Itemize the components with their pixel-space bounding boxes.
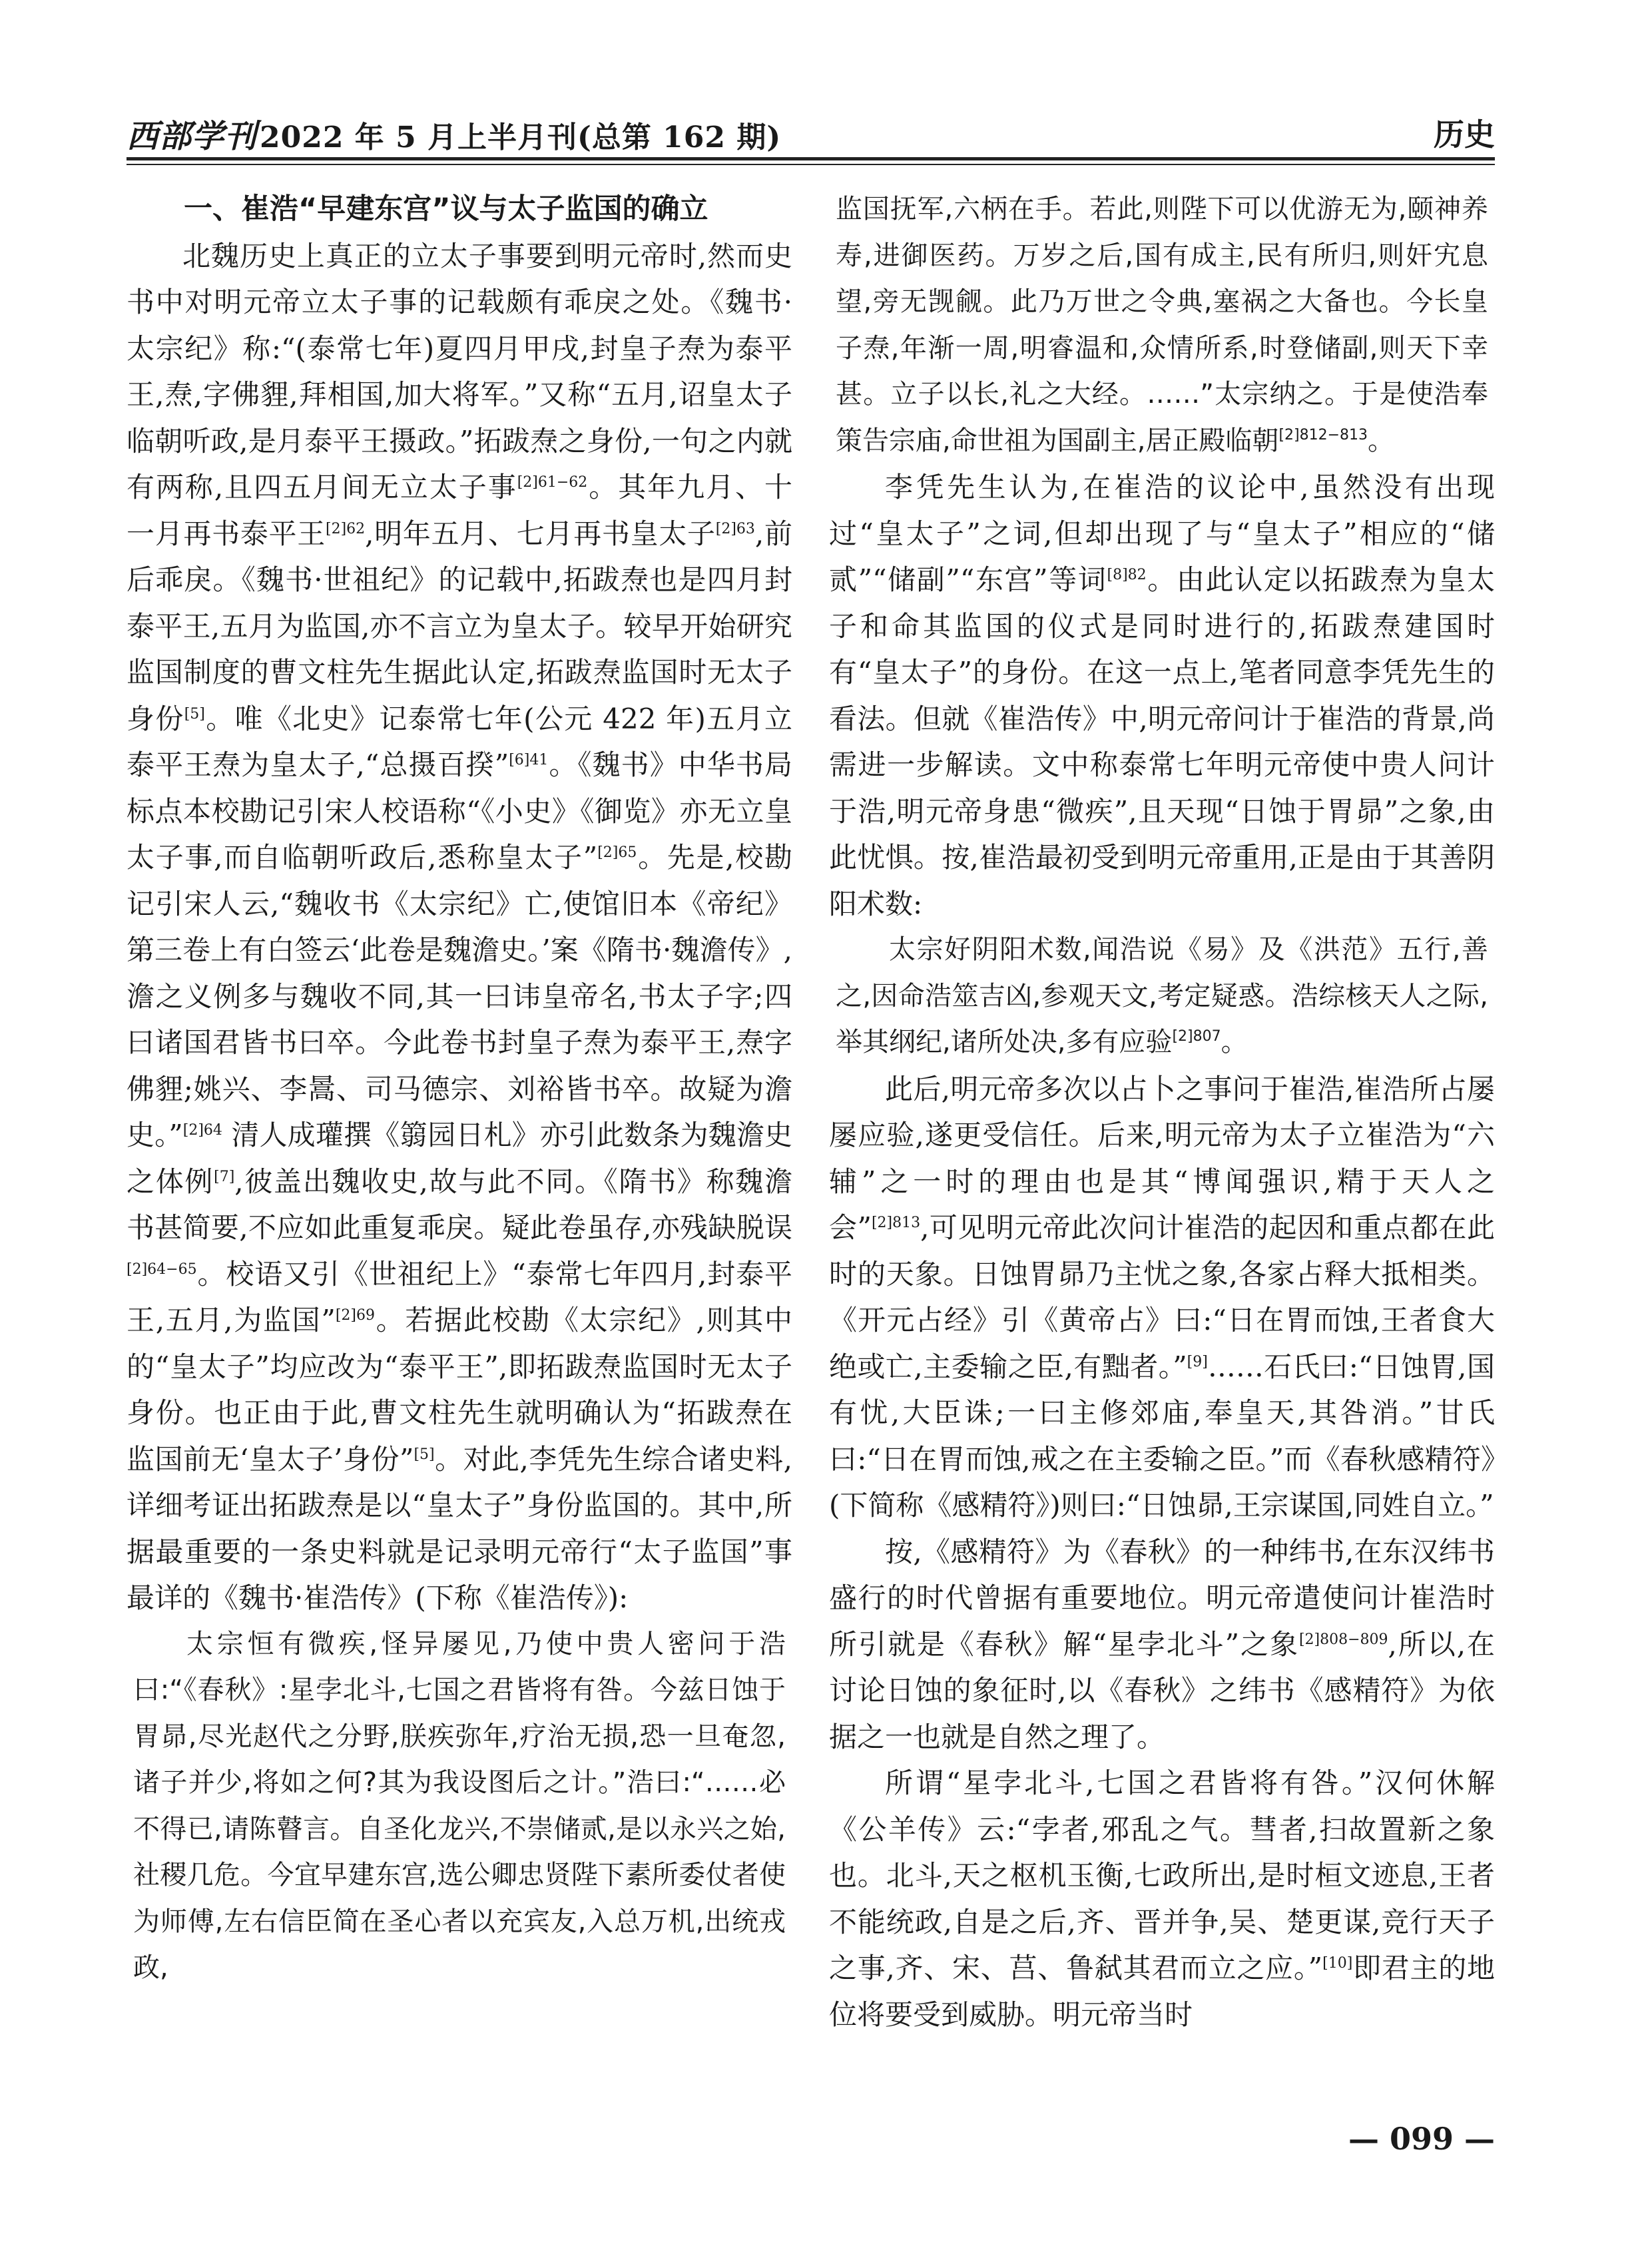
section-label: 历史	[1434, 117, 1495, 152]
citation: [7]	[214, 1168, 235, 1185]
paragraph: 所谓“星孛北斗,七国之君皆将有咎。”汉何休解《公羊传》云:“孛者,邪乱之气。彗者,扫故置新之象也。北斗,天之枢机玉衡,七政所出,是时桓文迹息,王者不能统政,自是之后,齐、晋并争,吴、楚更谋,竞行天子之事,齐、宋、莒、鲁弑其君而立之应。”[10]即君主的地位将要受到威胁。明元帝当时	[829, 1767, 1495, 2031]
citation: [5]	[184, 705, 205, 722]
citation: [2]813	[871, 1215, 921, 1231]
header-rule-thick	[127, 157, 1495, 160]
citation: [6]41	[509, 752, 549, 768]
issue-info: 2022 年 5 月上半月刊(总第 162 期)	[260, 121, 782, 154]
citation: [2]61−62	[517, 474, 588, 491]
citation: [8]82	[1107, 567, 1147, 583]
right-column	[829, 186, 1495, 2038]
citation: [2]807	[1172, 1028, 1221, 1045]
block-quote: 太宗恒有微疾,怪异屡见,乃使中贵人密问于浩曰:“《春秋》:星孛北斗,七国之君皆将有咎。今兹日蚀于胃昴,尽光赵代之分野,朕疾弥年,疗治无损,恐一旦奄忽,诸子并少,将如之何?其为我设图后之计。”浩曰:“……必不得已,请陈瞽言。自圣化龙兴,不崇储贰,是以永兴之始,社稷几危。今宜早建东宫,选公卿忠贤陛下素所委仗者使为师傅,左右信臣简在圣心者以充宾友,入总万机,出统戎政,	[133, 1628, 786, 1983]
paragraph: 李凭先生认为,在崔浩的议论中,虽然没有出现过“皇太子”之词,但却出现了与“皇太子”相应的“储贰”“储副”“东宫”等词$^{[8]82}$。由此认定以拓跋焘为皇太子和命其监国的仪式是同时进行的,拓跋焘建国时有“皇太子”的身份。在这一点上,笔者同意李凭先生的看法。但就《崔浩传》中,明元帝问计于崔浩的背景,尚需进一步解读。文中称泰常七年明元帝使中贵人问计于浩,明元帝身患“微疾”,且天现“日蚀于胃昴”之象,由此忧惧。按,崔浩最初受到明元帝重用,正是由于其善阴阳术数:	[829, 471, 1495, 920]
page-number: — 099 —	[1348, 2121, 1495, 2157]
citation: [2]63	[715, 520, 755, 537]
section-heading: 一、崔浩“早建东宫”议与太子监国的确立	[184, 192, 708, 226]
citation: [5]	[413, 1446, 435, 1463]
paragraph: 此后,明元帝多次以占卜之事问于崔浩,崔浩所占屡屡应验,遂更受信任。后来,明元帝为太子立崔浩为“六辅”之一时的理由也是其“博闻强识,精于天人之会”$^{[2]813}$,可见明元帝此次问计崔浩的起因和重点都在此时的天象。日蚀胃昴乃主忧之象,各家占释大抵相类。《开元占经》引《黄帝占》曰:“日在胃而蚀,王者食大绝或亡,主委输之臣,有黜者。”[9]……石氏曰:“日蚀胃,国有忧,大臣诛;一曰主修郊庙,奉皇天,其咎消。”甘氏曰:“日在胃而蚀,戒之在主委输之臣。”而《春秋感精符》(下简称《感精符》)则曰:“日蚀昴,王宗谋国,同姓自立。”	[829, 1072, 1495, 1522]
block-quote-continued: 监国抚军,六柄在手。若此,则陛下可以优游无为,颐神养寿,进御医药。万岁之后,国有成主,民有所归,则奸宄息望,旁无觊觎。此乃万世之令典,塞祸之大备也。今长皇子焘,年渐一周,明睿温和,众情所系,时登储副,则天下幸甚。立子以长,礼之大经。……”太宗纳之。于是使浩奉策告宗庙,命世祖为国副主,居正殿临朝$^{[2]812-813}$。	[836, 194, 1488, 456]
citation: [2]65	[597, 844, 637, 861]
citation: [2]62	[325, 520, 366, 537]
paragraph: 北魏历史上真正的立太子事要到明元帝时,然而史书中对明元帝立太子事的记载颇有乖戾之处。《魏书·太宗纪》称:“(泰常七年)夏四月甲戌,封皇子焘为泰平王,焘,字佛貍,拜相国,加大将军。”又称“五月,诏皇太子临朝听政,是月泰平王摄政。”拓跋焘之身份,一句之内就有两称,且四五月间无立太子事$^{[2]61-62}$。其年九月、十一月再书泰平王$^{[2]62}$,明年五月、七月再书皇太子$^{[2]63}$,前后乖戾。《魏书·世祖纪》的记载中,拓跋焘也是四月封泰平王,五月为监国,亦不言立为皇太子。较早开始研究监国制度的曹文柱先生据此认定,拓跋焘监国时无太子身份[5]。唯《北史》记泰常七年(公元 422 年)五月立泰平王焘为皇太子,“总摄百揆”$^{[6]41}$。《魏书》中华书局标点本校勘记引宋人校语称“《小史》《御览》亦无立皇太子事,而自临朝听政后,悉称皇太子”$^{[2]65}$。先是,校勘记引宋人云,“魏收书《太宗纪》亡,使馆旧本《帝纪》第三卷上有白签云‘此卷是魏澹史。’案《隋书·魏澹传》,澹之义例多与魏收不同,其一曰讳皇帝名,书太子字;四曰诸国君皆书曰卒。今此卷书封皇子焘为泰平王,焘字佛貍;姚兴、李暠、司马德宗、刘裕皆书卒。故疑为澹史。”$^{[2]64}$ 清人成瓘撰《篛园日札》亦引此数条为魏澹史之体例[7],彼盖出魏收史,故与此不同。《隋书》称魏澹书甚简要,不应如此重复乖戾。疑此卷虽存,亦残缺脱误$^{[2]64-65}$。校语又引《世祖纪上》“泰常七年四月,封泰平王,五月,为监国”$^{[2]69}$。若据此校勘《太宗纪》,则其中的“皇太子”均应改为“泰平王”,即拓跋焘监国时无太子身份。也正由于此,曹文柱先生就明确认为“拓跋焘在监国前无‘皇太子’身份”[5]。对此,李凭先生综合诸史料,详细考证出拓跋焘是以“皇太子”身份监国的。其中,所据最重要的一条史料就是记录明元帝行“太子监国”事最详的《魏书·崔浩传》(下称《崔浩传》):	[127, 239, 792, 1614]
header-rule-thin	[127, 164, 1495, 165]
paragraph: 按,《感精符》为《春秋》的一种纬书,在东汉纬书盛行的时代曾据有重要地位。明元帝遣使问计崔浩时所引就是《春秋》解“星孛北斗”之象$^{[2]808-809}$,所以,在讨论日蚀的象征时,以《春秋》之纬书《感精符》为依据之一也就是自然之理了。	[829, 1535, 1495, 1753]
running-header	[127, 107, 1495, 156]
journal-name: 西部学刊	[127, 118, 258, 155]
citation: [2]812−813	[1278, 426, 1368, 443]
citation: [2]64	[182, 1122, 222, 1139]
left-column	[127, 186, 792, 1992]
journal-masthead	[127, 111, 781, 156]
citation: [2]808−809	[1298, 1631, 1388, 1648]
citation: [2]64−65	[127, 1261, 197, 1278]
block-quote: 太宗好阴阳术数,闻浩说《易》及《洪范》五行,善之,因命浩筮吉凶,参观天文,考定疑惑。浩综核天人之际,举其纲纪,诸所处决,多有应验$^{[2]807}$。	[836, 934, 1488, 1057]
citation: [9]	[1187, 1353, 1208, 1370]
citation: [2]69	[335, 1307, 376, 1324]
citation: [10]	[1322, 1955, 1353, 1972]
